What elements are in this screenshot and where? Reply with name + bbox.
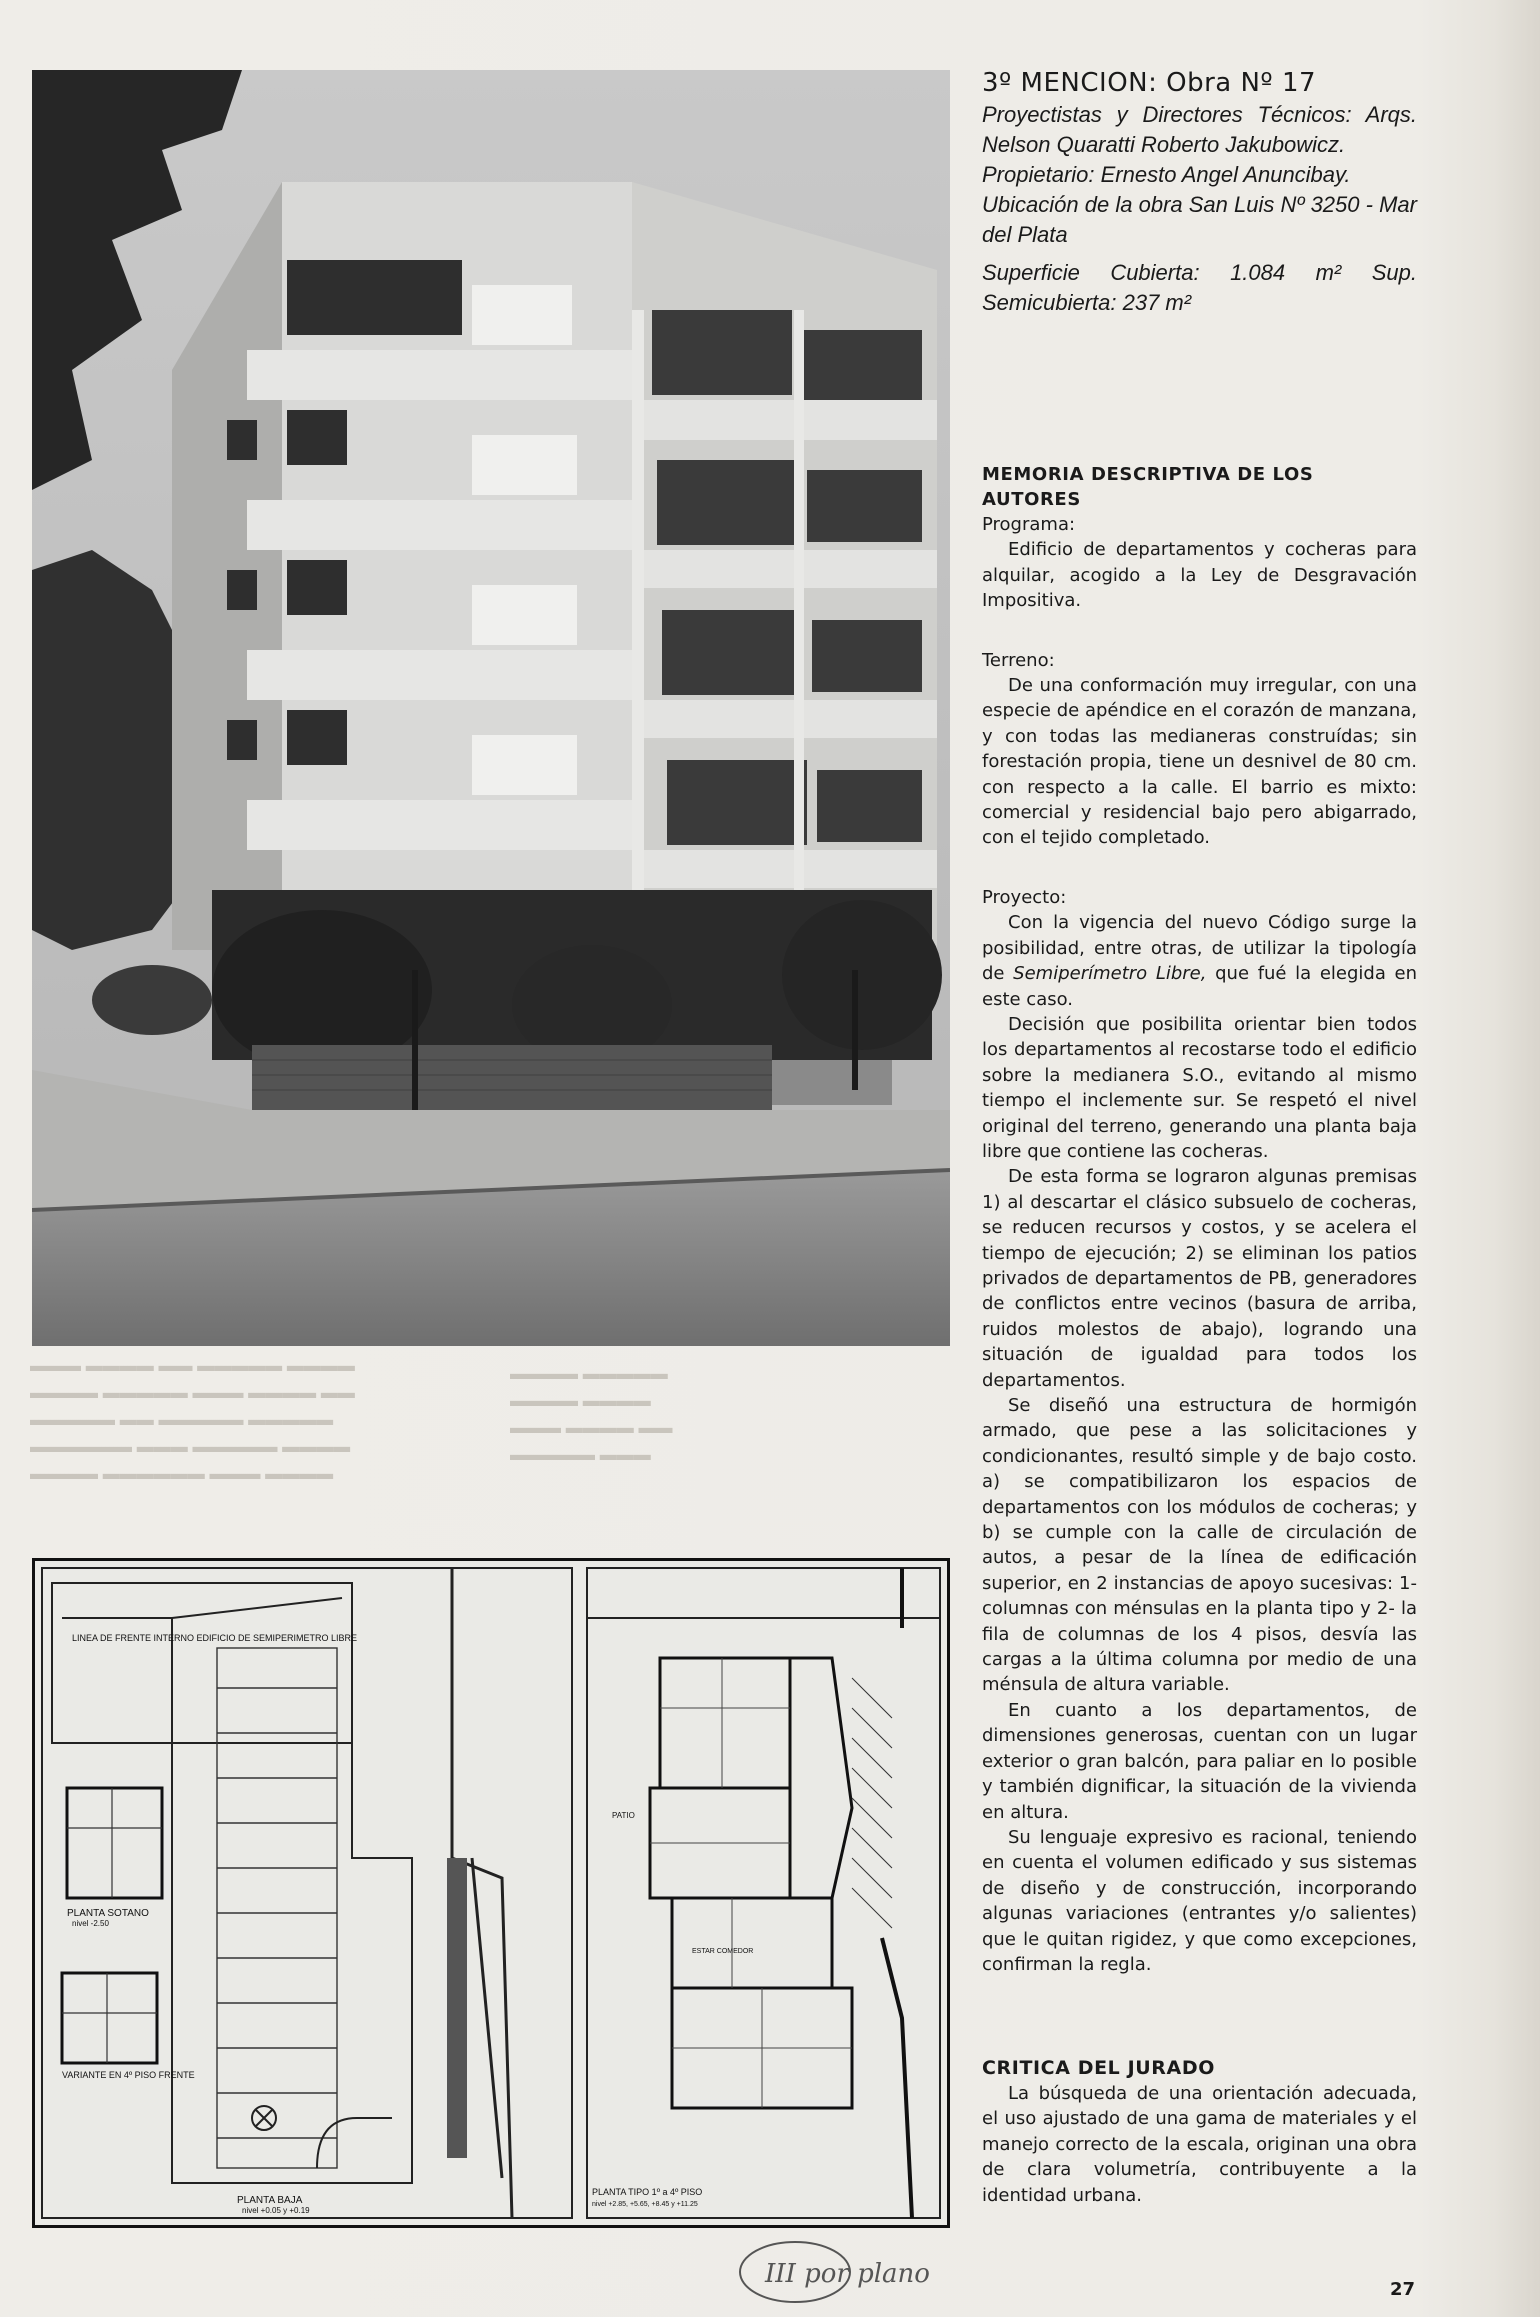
entry-title: 3º MENCION: Obra Nº 17 bbox=[982, 68, 1317, 98]
memoria-section bbox=[982, 462, 1417, 1977]
plan-label-sotano-level: nivel -2.50 bbox=[72, 1919, 109, 1928]
plan-label-patio: PATIO bbox=[612, 1811, 635, 1820]
programa-label: Programa: bbox=[982, 514, 1076, 535]
terreno-text: De una conformación muy irregular, con una especie de apéndice en el corazón de manzana, y con todas las medianeras construídas; sin forestación propia, tiene un desnivel de 80 cm. con respecto a la calle. El barrio es mixto: comercial y residencial bajo pero abigarrado, con el tejido completado. bbox=[982, 675, 1417, 849]
plan-label-tipo: PLANTA TIPO 1º a 4º PISO bbox=[592, 2187, 703, 2197]
proyecto-paragraph-5: En cuanto a los departamentos, de dimensiones generosas, cuentan con un lugar exterior o gran balcón, para paliar en lo posible y también dignificar, la situación de la vivienda en altura. bbox=[982, 1699, 1417, 1823]
handwritten-note bbox=[735, 2232, 1005, 2307]
plan-label-estar: ESTAR COMEDOR bbox=[692, 1948, 754, 1955]
plan-label-variante: VARIANTE EN 4º PISO FRENTE bbox=[62, 2070, 195, 2080]
credits-block bbox=[982, 100, 1417, 318]
show-through-text-left: ▬▬▬ ▬▬▬▬ ▬▬ ▬▬▬▬▬ ▬▬▬▬ ▬▬▬▬ ▬▬▬▬▬ ▬▬▬ ▬▬▬▬ ▬▬ ▬▬▬▬▬ ▬▬ ▬▬▬▬▬ ▬▬▬▬▬ ▬▬▬▬▬▬ ▬▬▬ ▬▬▬▬▬ ▬▬▬▬ ▬▬▬▬ ▬▬▬▬▬▬ ▬▬▬ ▬▬▬▬ bbox=[30, 1356, 355, 1483]
proyecto-paragraph-1: Con la vigencia del nuevo Código surge la posibilidad, entre otras, de utilizar la tipología de Semiperímetro Libre, que fué la elegida en este caso. bbox=[982, 912, 1417, 1010]
show-through-text-mid: ▬▬▬▬ ▬▬▬▬▬ ▬▬▬▬ ▬▬▬▬ ▬▬▬ ▬▬▬▬ ▬▬ ▬▬▬▬▬ ▬▬▬ bbox=[510, 1364, 673, 1464]
critica-text: La búsqueda de una orientación adecuada, el uso ajustado de una gama de materiales y el manejo correcto de la escala, originan una obra de clara volumetría, contribuyente a la identidad urbana. bbox=[982, 2083, 1417, 2206]
credits-projectists: Proyectistas y Directores Técnicos: Arqs. Nelson Quaratti Roberto Jakubowicz. bbox=[982, 102, 1417, 157]
plan-label-sotano: PLANTA SOTANO bbox=[67, 1908, 149, 1919]
memoria-heading: MEMORIA DESCRIPTIVA DE LOS AUTORES bbox=[982, 464, 1314, 510]
credits-location: Ubicación de la obra San Luis Nº 3250 - Mar del Plata bbox=[982, 192, 1417, 247]
proyecto-paragraph-3: De esta forma se lograron algunas premisas 1) al descartar el clásico subsuelo de cocheras, se reducen recursos y costos, y se acelera el tiempo de ejecución; 2) se eliminan los patios privados de departamentos de PB, generadores de conflictos entre vecinos (basura de arriba, ruidos molestos de abajo), logrando una situación de igualdad para todos los departamentos. bbox=[982, 1166, 1417, 1391]
programa-text: Edificio de departamentos y cocheras para alquilar, acogido a la Ley de Desgravación Impositiva. bbox=[982, 539, 1417, 612]
svg-text:III por plano: III por plano bbox=[765, 2259, 930, 2289]
terreno-label: Terreno: bbox=[982, 649, 1055, 671]
page-number: 27 bbox=[1390, 2279, 1416, 2300]
plan-label-baja-level: nivel +0.05 y +0.19 bbox=[242, 2206, 310, 2215]
plan-label-tipo-level: nivel +2.85, +5.65, +8.45 y +11.25 bbox=[592, 2201, 698, 2208]
credits-owner: Propietario: Ernesto Angel Anuncibay. bbox=[982, 162, 1351, 187]
critica-heading: CRITICA DEL JURADO bbox=[982, 2057, 1215, 2079]
proyecto-paragraph-4: Se diseñó una estructura de hormigón armado, que pese a las solicitaciones y condicionantes, resultó simple y de bajo costo. a) se compatibilizaron los espacios de departamentos con los módulos de cocheras; y b) se cumple con la calle de circulación de autos, a pesar de la línea de edificación superior, en 2 instancias de apoyo sucesivas: 1- columnas con ménsulas en la planta tipo y 2- la fila de columnas de los 4 pisos, desvía las cargas a la última columna por medio de una ménsula de altura variable. bbox=[982, 1395, 1417, 1696]
architectural-plans bbox=[32, 1558, 950, 2228]
plan-label-baja: PLANTA BAJA bbox=[237, 2195, 303, 2206]
building-photo bbox=[32, 70, 950, 1346]
proyecto-paragraph-6: Su lenguaje expresivo es racional, teniendo en cuenta el volumen edificado y sus sistemas de diseño y de construcción, incorporando algunas variaciones (entrantes y/o salientes) que le quitan rigidez, y que como excepciones, confirman la regla. bbox=[982, 1826, 1417, 1975]
plan-label-linea: LINEA DE FRENTE INTERNO EDIFICIO DE SEMIPERIMETRO LIBRE bbox=[72, 1633, 358, 1643]
proyecto-label: Proyecto: bbox=[982, 886, 1067, 908]
critica-section bbox=[982, 2055, 1417, 2208]
proyecto-paragraph-2: Decisión que posibilita orientar bien todos los departamentos al recostarse todo el edificio sobre la medianera S.O., evitando al mismo tiempo el inclemente sur. Se respetó el nivel original del terreno, generando una planta baja libre que contiene las cocheras. bbox=[982, 1013, 1417, 1162]
credits-surface: Superficie Cubierta: 1.084 m² Sup. Semicubierta: 237 m² bbox=[982, 260, 1417, 315]
